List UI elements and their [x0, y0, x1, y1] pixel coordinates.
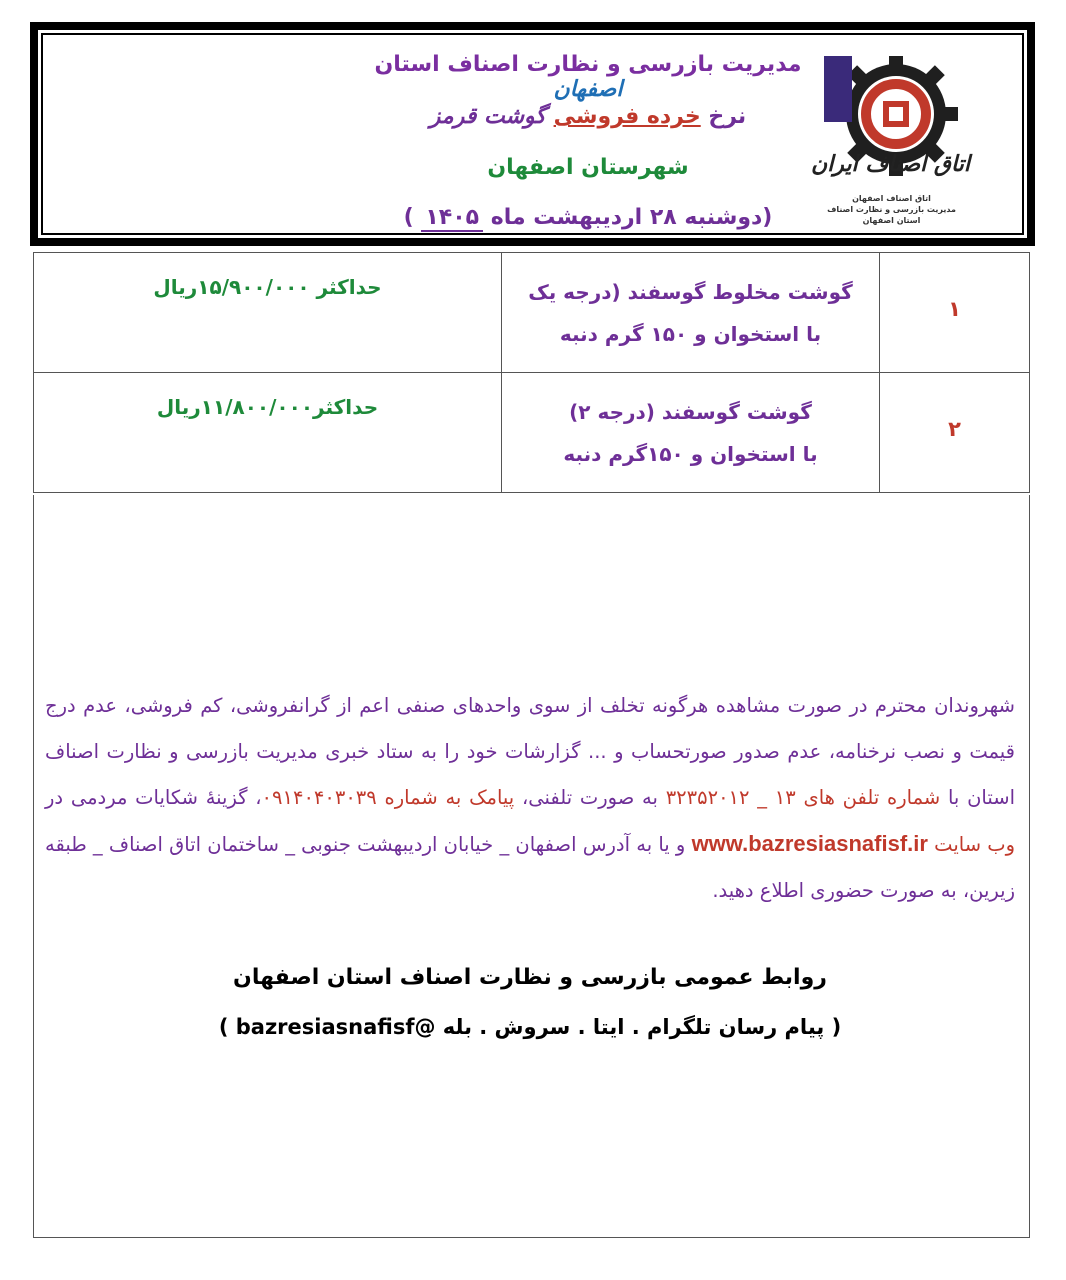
header-box: [30, 22, 1035, 246]
header-subtitle: [338, 104, 838, 129]
product-name: گوشت مخلوط گوسفند (درجه یک: [528, 280, 853, 304]
product-name: گوشت گوسفند (درجه ۲): [569, 400, 812, 424]
date-text: (دوشنبه ۲۸ اردیبهشت ماه: [490, 205, 773, 230]
date-close: ): [403, 205, 414, 230]
product-cell: [502, 373, 880, 493]
logo-caption-2: مدیریت بازرسی و نظارت اصناف: [827, 205, 956, 214]
logo-caption: [804, 193, 979, 226]
header-county: شهرستان اصفهان: [487, 155, 689, 180]
header-date: [338, 205, 838, 230]
product-detail: با استخوان و ۱۵۰گرم دنبه: [563, 442, 818, 466]
table-row: [34, 373, 1030, 493]
website-link[interactable]: www.bazresiasnafisf.ir: [691, 831, 928, 856]
notice-text-4: و یا به آدرس اصفهان _ خیابان اردیبهشت جنوبی _ ساختمان اتاق اصناف _ طبقه زیرین، به صورت حضوری اطلاع دهید.: [45, 833, 1015, 902]
table-row: [34, 253, 1030, 373]
subtitle-word-retail: خرده فروشی: [553, 104, 701, 129]
logo-caption-3: استان اصفهان: [862, 216, 921, 225]
notice-text-2: به صورت تلفنی،: [521, 786, 658, 809]
notice-text-1: شهروندان محترم در صورت مشاهده هرگونه تخلف از سوی واحدهای صنفی اعم از گرانفروشی، کم فروشی، عدم درج قیمت و نصب نرخنامه، عدم صدور صورتحساب و ... گزارشات خود را به ستاد خبری مدیریت بازرسی و نظارت اصناف استان با: [45, 694, 1015, 809]
subtitle-word-rate: نرخ: [708, 104, 747, 129]
header-title: [338, 52, 838, 102]
price-cell: حداکثر ۱۵/۹۰۰/۰۰۰ریال: [34, 253, 502, 373]
price-table: [33, 252, 1030, 493]
notice-paragraph: [45, 683, 1015, 914]
notice-web-label: وب سایت: [934, 833, 1016, 856]
header-title-text: مدیریت بازرسی و نظارت اصناف استان: [374, 52, 802, 77]
notice-phone: شماره تلفن های ۱۳ _ ۳۲۳۵۲۰۱۲: [665, 786, 941, 809]
product-cell: [502, 253, 880, 373]
logo-caption-1: اتاق اصناف اصفهان: [852, 194, 931, 203]
date-year: ۱۴۰۵: [421, 205, 483, 232]
footer-title: روابط عمومی بازرسی و نظارت اصناف استان اصفهان: [233, 965, 827, 990]
subtitle-word-meat: گوشت قرمز: [429, 104, 546, 129]
header-title-city: اصفهان: [553, 77, 623, 102]
row-number: ۲: [880, 373, 1030, 493]
footer-channels: ( پیام رسان تلگرام . ایتا . سروش . بله @bazresiasnafisf ): [218, 1015, 842, 1039]
row-number: ۱: [880, 253, 1030, 373]
notice-text-3: ، گزینهٔ شکایات مردمی در: [45, 786, 262, 809]
logo-text: اتاق اصناف ایران: [811, 152, 970, 177]
notice-sms: پیامک به شماره ۰۹۱۴۰۴۰۳۰۳۹: [261, 786, 515, 809]
product-detail: با استخوان و ۱۵۰ گرم دنبه: [559, 322, 822, 346]
price-cell: حداکثر۱۱/۸۰۰/۰۰۰ریال: [34, 373, 502, 493]
